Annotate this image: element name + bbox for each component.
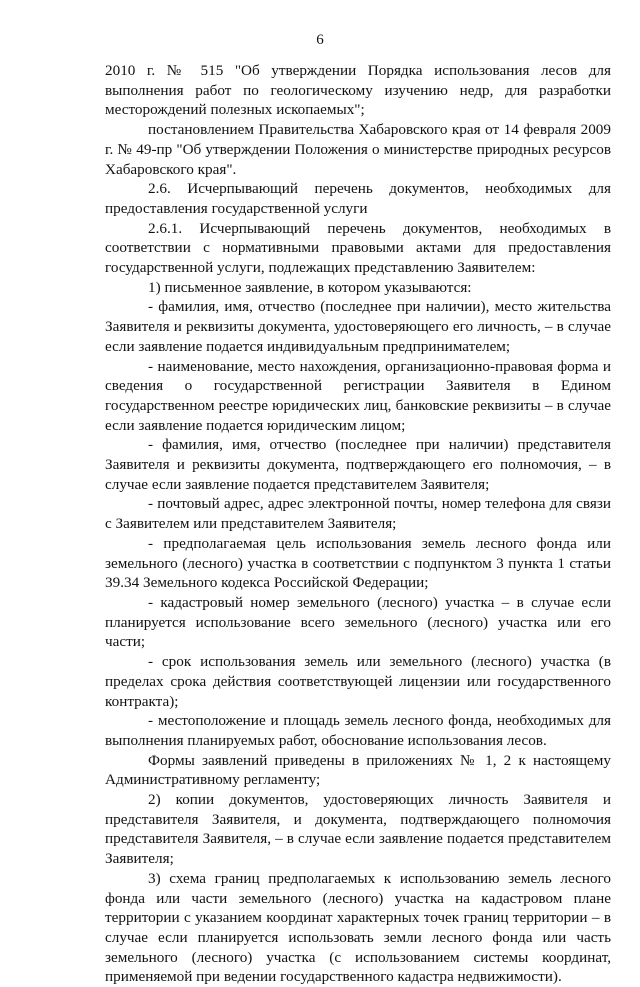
document-body [105, 61, 611, 987]
section-heading-2-6: 2.6. Исчерпывающий перечень документов, необходимых для предоставления государственной услуги [105, 180, 611, 217]
page-number: 6 [316, 32, 324, 48]
list-item-cadastral-number: - кадастровый номер земельного (лесного) участка – в случае если планируется использование всего земельного (лесного) участка или его части; [105, 593, 611, 651]
list-item-usage-term: - срок использования земель или земельного (лесного) участка (в пределах срока действия соответствующей лицензии или государственного контракта); [105, 653, 611, 710]
list-item-intended-purpose: - предполагаемая цель использования земель лесного фонда или земельного (лесного) участка в соответствии с подпунктом 3 пункта 1 статьи 39.34 Земельного кодекса Российской Федерации; [105, 534, 611, 592]
paragraph-resolution-49-pr: постановлением Правительства Хабаровского края от 14 февраля 2009 г. № 49-пр "Об утверждении Положения о министерстве природных ресурсов Хабаровского края". [105, 121, 611, 178]
list-item-location-area: - местоположение и площадь земель лесного фонда, необходимых для выполнения планируемых работ, обоснование использования лесов. [105, 712, 611, 749]
paragraph-order-515-continuation: 2010 г. № 515 "Об утверждении Порядка использования лесов для выполнения работ по геологическому изучению недр, для разработки месторождений полезных ископаемых"; [105, 62, 611, 119]
list-item-written-application: 1) письменное заявление, в котором указываются: [148, 278, 472, 296]
list-item-contact-details: - почтовый адрес, адрес электронной почты, номер телефона для связи с Заявителем или представителем Заявителя; [105, 495, 611, 533]
list-item-legal-entity: - наименование, место нахождения, организационно-правовая форма и сведения о государственной регистрации Заявителя в Едином государственном реестре юридических лиц, банковские реквизиты – в случае если заявление подается юридическим лицом; [105, 357, 611, 434]
list-item-identity-copies: 2) копии документов, удостоверяющих личность Заявителя и представителя Заявителя, и документа, подтверждающего полномочия представителя Заявителя, – в случае если заявление подается представителем Заявителя; [105, 791, 611, 868]
list-item-representative: - фамилия, имя, отчество (последнее при наличии) представителя Заявителя и реквизиты документа, подтверждающего его полномочия, – в случае если заявление подается представителем Заявителя; [105, 436, 611, 493]
list-item-individual-entrepreneur: - фамилия, имя, отчество (последнее при наличии), место жительства Заявителя и реквизиты документа, удостоверяющего его личность, – в случае если заявление подается индивидуальным предпринимателем; [105, 298, 611, 355]
paragraph-2-6-1: 2.6.1. Исчерпывающий перечень документов, необходимых в соответствии с нормативными правовыми актами для предоставления государственной услуги, подлежащих представлению Заявителем: [105, 219, 611, 277]
paragraph-application-forms: Формы заявлений приведены в приложениях № 1, 2 к настоящему Административному регламенту; [105, 751, 611, 789]
list-item-boundary-scheme: 3) схема границ предполагаемых к использованию земель лесного фонда или части земельного (лесного) участка на кадастровом плане территории с указанием координат характерных точек границ территории – в случае если планируется использовать земли лесного фонда или часть земельного (лесного) участка (с использованием системы координат, применяемой при ведении государственного кадастра недвижимости). [105, 869, 611, 986]
